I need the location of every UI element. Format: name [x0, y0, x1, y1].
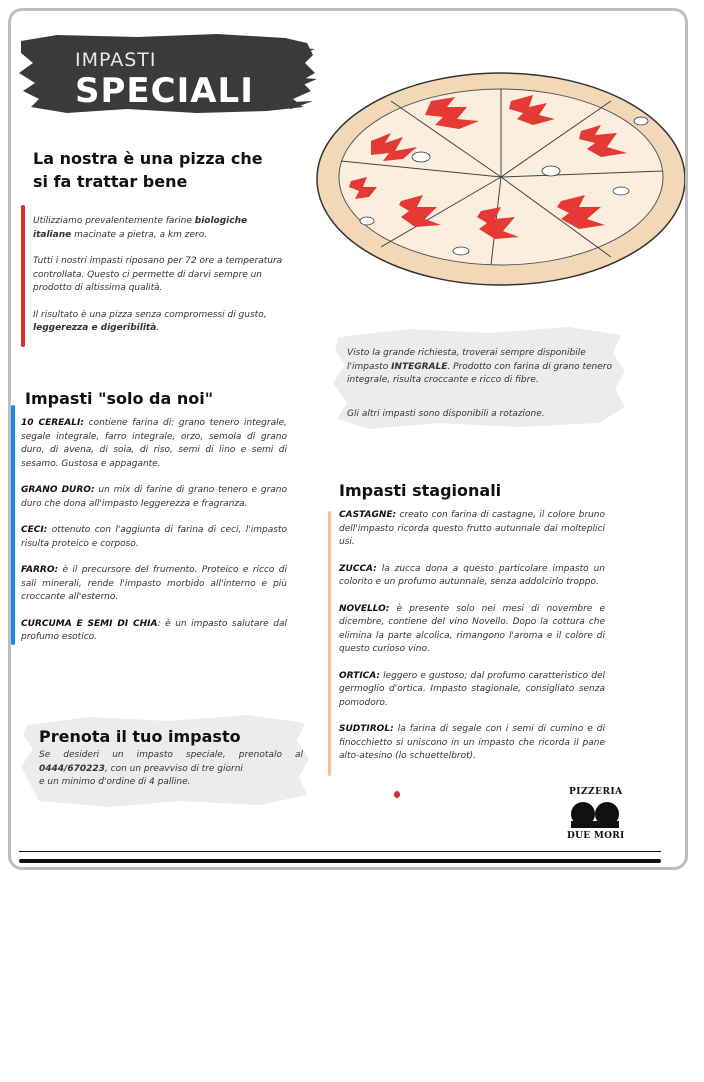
pizzeria-logo: [559, 785, 629, 843]
list-item: 10 CEREALI: contiene farina di: grano tenero integrale, segale integrale, farro integrale, orzo, semola di grano duro, di avena, di soia, di riso, semi di lino e semi di sesamo. Gustosa e appagante.: [21, 418, 288, 469]
rotazione-paragraph: Gli altri impasti sono disponibili a rotazione.: [347, 408, 545, 419]
list-item: CURCUMA E SEMI DI CHIA: è un impasto salutare dal profumo esotico.: [21, 618, 287, 642]
list-item: NOVELLO: è presente solo nei mesi di novembre e dicembre, contiene del vino Novello. Dopo la cottura che elimina la parte alcolica, rimangono l'aroma e il colore di questo curioso vino.: [339, 603, 605, 654]
stagionali-list: [339, 509, 605, 777]
prenota-title: Prenota il tuo impasto: [39, 727, 241, 746]
list-item: CECI: ottenuto con l'aggiunta di farina di ceci, l'impasto risulta proteico e corposo.: [21, 525, 287, 549]
header-title: SPECIALI: [75, 71, 254, 111]
orange-accent-bar: [328, 511, 331, 776]
solo-da-noi-title: Impasti "solo da noi": [25, 389, 214, 408]
intro-title: [33, 147, 293, 193]
intro-paragraph-3: Il risultato è una pizza senza compromessi di gusto, leggerezza e digeribilità.: [33, 309, 267, 333]
integrale-paragraph: Visto la grande richiesta, troverai sempre disponibile l'impasto INTEGRALE. Prodotto con farina di grano tenero integrale, risulta croccante e ricco di fibre.: [347, 348, 612, 385]
header-banner: [17, 33, 317, 115]
pizza-illustration: [311, 61, 688, 301]
red-dot: [394, 791, 400, 798]
logo-top-text: PIZZERIA: [569, 787, 623, 797]
integrale-text: [347, 347, 617, 441]
intro-text: [33, 215, 283, 349]
list-item: FARRO: è il precursore del frumento. Proteico e ricco di sali minerali, rende l'impasto morbido all'interno e più croccante all'esterno.: [21, 565, 287, 602]
prenota-line-3: e un minimo d'ordine di 4 palline.: [39, 777, 191, 787]
list-item: ORTICA: leggero e gustoso; dal profumo caratteristico del germoglio d'ortica. Impasto stagionale, consigliato senza pomodoro.: [339, 670, 605, 708]
intro-title-line2: si fa trattar bene: [33, 172, 188, 191]
header-subtitle: IMPASTI: [75, 49, 157, 71]
blue-accent-bar: [11, 405, 15, 645]
list-item: CASTAGNE: creato con farina di castagne, il colore bruno dell'impasto ricorda questo frutto autunnale dai molteplici usi.: [339, 510, 605, 547]
two-heads-icon: [567, 799, 623, 829]
stagionali-title: Impasti stagionali: [339, 481, 502, 500]
red-accent-bar: [21, 205, 25, 347]
list-item: GRANO DURO: un mix di farine di grano tenero e grano duro che dona all'impasto leggerezza e fragranza.: [21, 485, 287, 509]
menu-page: [8, 8, 688, 870]
logo-bottom-text: DUE MORI: [567, 831, 625, 841]
prenota-line-2: 0444/670223, con un preavviso di tre giorni: [39, 763, 243, 774]
divider-thin: [19, 851, 661, 852]
intro-paragraph-1: Utilizziamo prevalentemente farine biologiche italiane macinate a pietra, a km zero.: [33, 216, 248, 240]
intro-title-line1: La nostra è una pizza che: [33, 149, 263, 168]
intro-paragraph-2: Tutti i nostri impasti riposano per 72 ore a temperatura controllata. Questo ci permette di darvi sempre un prodotto di altissima qualità.: [33, 256, 283, 293]
phone-number: 0444/670223: [39, 763, 105, 774]
prenota-text: [39, 749, 303, 790]
divider-thick: [19, 859, 661, 863]
solo-da-noi-list: [21, 417, 287, 658]
list-item: SUDTIROL: la farina di segale con i semi di cumino e di finocchietto si uniscono in un impasto che ricorda il pane alto-atesino (lo schuettelbrot).: [339, 724, 605, 761]
prenota-line-1: Se desideri un impasto speciale, prenotalo al: [39, 750, 303, 760]
list-item: ZUCCA: la zucca dona a questo particolare impasto un colorito e un profumo autunnale, senza addolcirlo troppo.: [339, 563, 605, 587]
